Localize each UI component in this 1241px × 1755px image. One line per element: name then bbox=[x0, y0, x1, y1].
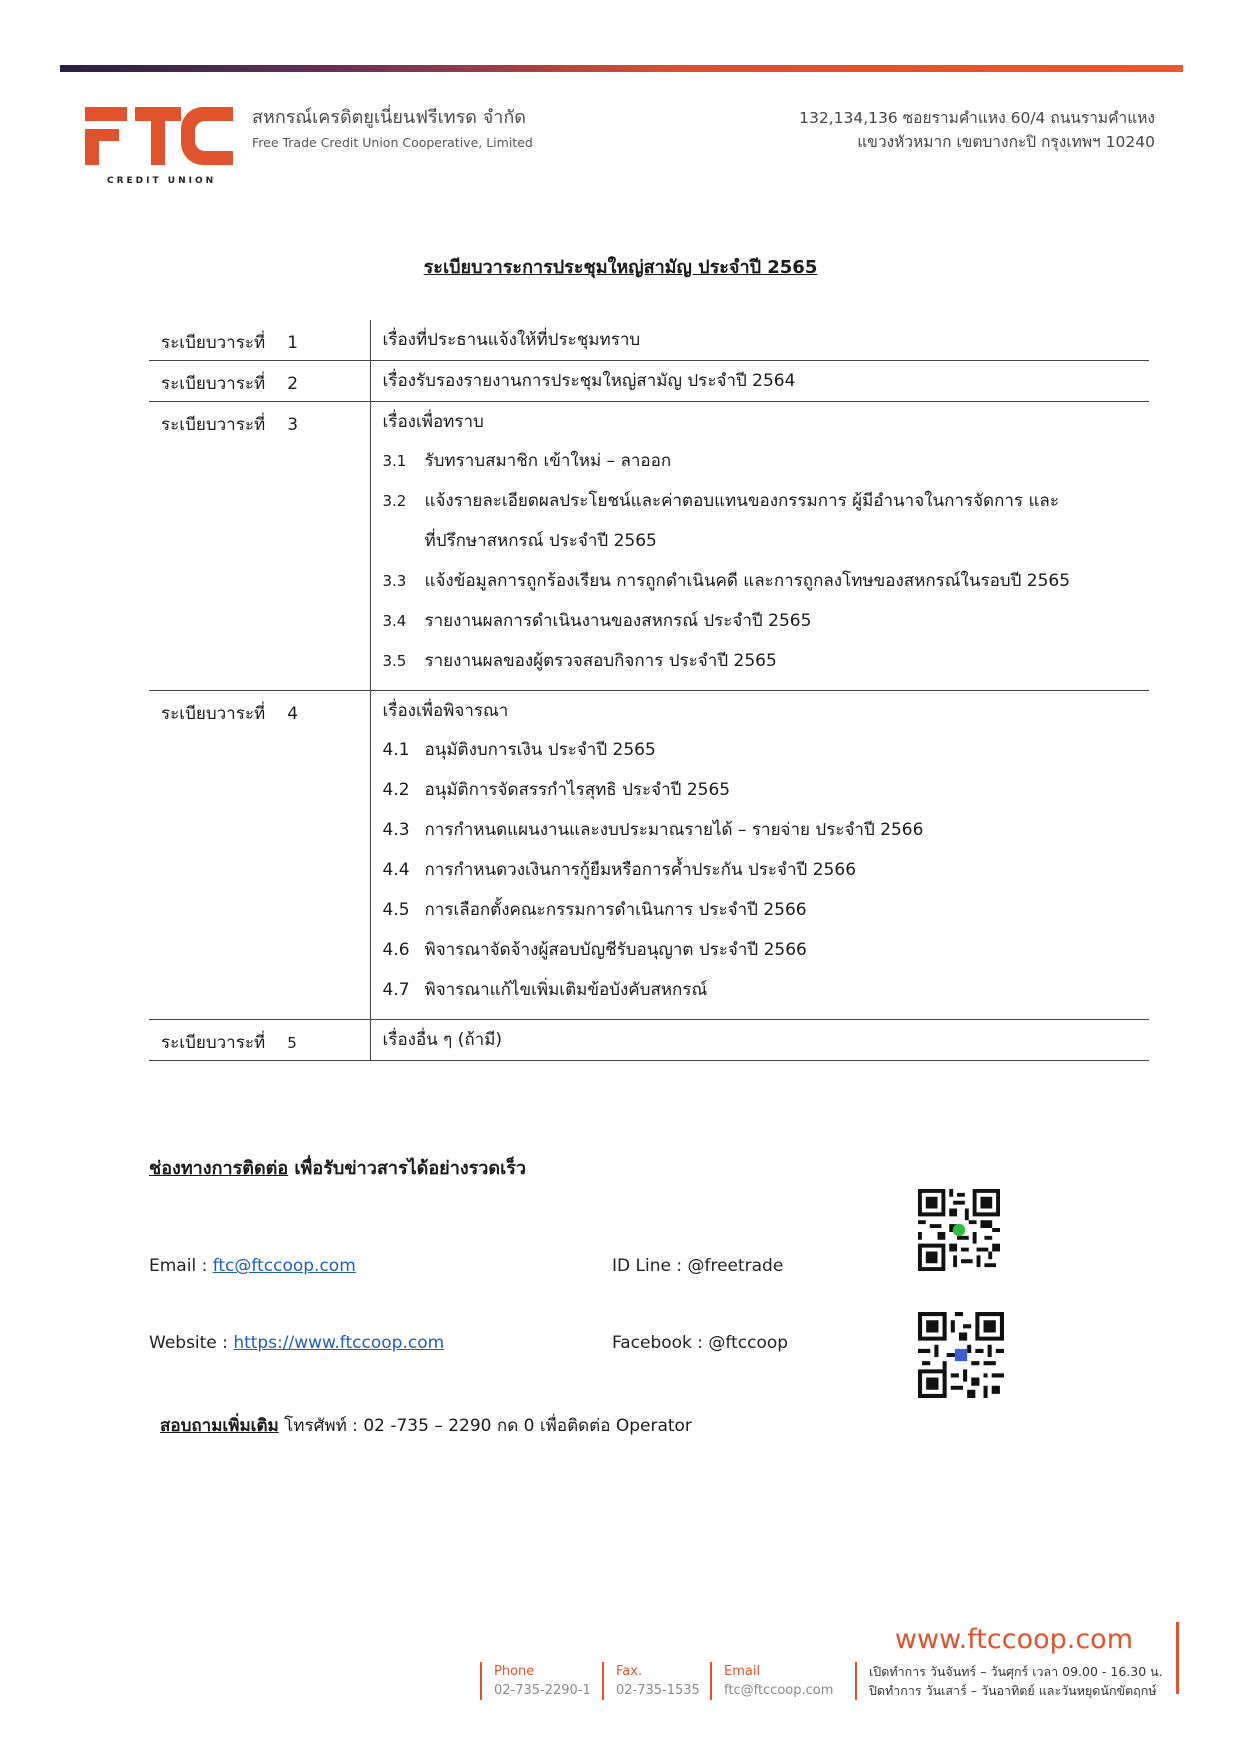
sub-item-text: การเลือกตั้งคณะกรรมการดำเนินการ ประจำปี 2566 bbox=[424, 900, 807, 920]
agenda-sub-item bbox=[383, 890, 1150, 930]
agenda-title: เรื่องเพื่อพิจารณา bbox=[382, 701, 509, 721]
agenda-title: เรื่องรับรองรายงานการประชุมใหญ่สามัญ ประจำปี 2564 bbox=[382, 371, 796, 391]
inquiry-phone-text: โทรศัพท์ : 02 -735 – 2290 กด 0 เพื่อติดต่อ Operator bbox=[278, 1416, 692, 1436]
sub-item-number: 4.5 bbox=[382, 900, 410, 920]
sub-item-text-continued: ที่ปรึกษาสหกรณ์ ประจำปี 2565 bbox=[424, 531, 657, 551]
inquiry-label: สอบถามเพิ่มเติม bbox=[160, 1416, 279, 1436]
sub-item-text: พิจารณาจัดจ้างผู้สอบบัญชีรับอนุญาต ประจำปี 2566 bbox=[424, 940, 807, 960]
sub-item-number: 3.1 bbox=[382, 452, 407, 470]
phone-label: Phone bbox=[494, 1664, 535, 1679]
agenda-sub-item bbox=[383, 850, 1150, 890]
agenda-table bbox=[149, 320, 1149, 1061]
agenda-row bbox=[149, 691, 1149, 1020]
agenda-label: ระเบียบวาระที่ bbox=[161, 415, 266, 435]
ftc-logo bbox=[85, 107, 233, 187]
email-footer-label: Email bbox=[724, 1664, 761, 1679]
email-link[interactable]: ftc@ftccoop.com bbox=[212, 1256, 356, 1276]
agenda-title: เรื่องอื่น ๆ (ถ้ามี) bbox=[382, 1030, 503, 1050]
website-label: Website : bbox=[149, 1333, 234, 1353]
contact-heading bbox=[149, 1153, 526, 1182]
sub-item-number: 3.2 bbox=[382, 492, 407, 510]
agenda-label: ระเบียบวาระที่ bbox=[161, 704, 266, 724]
office-hours-open: เปิดทำการ วันจันทร์ – วันศุกร์ เวลา 09.00 - 16.30 น. bbox=[869, 1664, 1163, 1679]
footer-phone bbox=[480, 1662, 591, 1700]
agenda-sub-item bbox=[383, 810, 1150, 850]
sub-item-number: 3.4 bbox=[382, 612, 407, 630]
sub-item-text: การกำหนดวงเงินการกู้ยืมหรือการค้ำประกัน ประจำปี 2566 bbox=[424, 860, 857, 880]
agenda-number: 4 bbox=[287, 704, 299, 724]
sub-item-number: 4.7 bbox=[382, 980, 410, 1000]
sub-item-text: รายงานผลการดำเนินงานของสหกรณ์ ประจำปี 2565 bbox=[424, 611, 812, 631]
address bbox=[799, 106, 1155, 154]
footer-fax bbox=[602, 1662, 700, 1700]
header-gradient-bar bbox=[60, 65, 1183, 72]
footer-email bbox=[710, 1662, 833, 1700]
agenda-row bbox=[149, 1020, 1149, 1061]
document-title: ระเบียบวาระการประชุมใหญ่สามัญ ประจำปี 2565 bbox=[423, 257, 818, 278]
agenda-sub-item bbox=[383, 930, 1150, 970]
office-hours-closed: ปิดทำการ วันเสาร์ – วันอาทิตย์ และวันหยุดนักขัตฤกษ์ bbox=[869, 1683, 1157, 1698]
facebook-qr-code[interactable] bbox=[918, 1312, 1004, 1398]
sub-item-number: 4.4 bbox=[382, 860, 410, 880]
email-contact bbox=[149, 1256, 356, 1276]
sub-item-text: แจ้งข้อมูลการถูกร้องเรียน การถูกดำเนินคดี และการถูกลงโทษของสหกรณ์ในรอบปี 2565 bbox=[424, 571, 1071, 591]
agenda-number: 5 bbox=[287, 1034, 297, 1052]
contact-heading-rest: เพื่อรับข่าวสารได้อย่างรวดเร็ว bbox=[288, 1158, 526, 1179]
org-name-thai: สหกรณ์เครดิตยูเนี่ยนฟรีเทรด จำกัด bbox=[252, 107, 526, 128]
agenda-label: ระเบียบวาระที่ bbox=[161, 333, 266, 353]
agenda-title: เรื่องเพื่อทราบ bbox=[382, 412, 484, 432]
sub-item-number: 3.3 bbox=[382, 572, 407, 590]
agenda-sub-list bbox=[383, 441, 1150, 681]
agenda-label: ระเบียบวาระที่ bbox=[161, 374, 266, 394]
agenda-row bbox=[149, 361, 1149, 402]
sub-item-text: อนุมัติการจัดสรรกำไรสุทธิ ประจำปี 2565 bbox=[424, 780, 731, 800]
agenda-sub-item bbox=[383, 481, 1150, 561]
org-name-english: Free Trade Credit Union Cooperative, Limited bbox=[252, 135, 533, 150]
agenda-title: เรื่องที่ประธานแจ้งให้ที่ประชุมทราบ bbox=[382, 330, 641, 350]
fax-label: Fax. bbox=[616, 1664, 643, 1679]
contact-heading-underlined: ช่องทางการติดต่อ bbox=[149, 1158, 289, 1179]
sub-item-text: แจ้งรายละเอียดผลประโยชน์และค่าตอบแทนของกรรมการ ผู้มีอำนาจในการจัดการ และ bbox=[424, 491, 1059, 511]
fax-value: 02-735-1535 bbox=[616, 1683, 700, 1698]
facebook-id: Facebook : @ftccoop bbox=[612, 1333, 789, 1353]
sub-item-number: 4.3 bbox=[382, 820, 410, 840]
agenda-number: 2 bbox=[287, 374, 299, 394]
website-contact bbox=[149, 1333, 444, 1353]
line-id: ID Line : @freetrade bbox=[612, 1256, 784, 1276]
agenda-row bbox=[149, 402, 1149, 691]
email-label: Email : bbox=[149, 1256, 213, 1276]
agenda-label: ระเบียบวาระที่ bbox=[161, 1033, 266, 1053]
agenda-sub-item bbox=[383, 601, 1150, 641]
agenda-sub-item bbox=[383, 730, 1150, 770]
sub-item-number: 3.5 bbox=[382, 652, 407, 670]
agenda-number: 1 bbox=[287, 333, 299, 353]
website-link[interactable]: https://www.ftccoop.com bbox=[233, 1333, 445, 1353]
address-line-2: แขวงหัวหมาก เขตบางกะปิ กรุงเทพฯ 10240 bbox=[857, 133, 1155, 151]
footer-accent-line bbox=[1176, 1622, 1179, 1694]
sub-item-number: 4.6 bbox=[382, 940, 410, 960]
phone-value: 02-735-2290-1 bbox=[494, 1683, 591, 1698]
agenda-sub-item bbox=[383, 441, 1150, 481]
logo-subtitle: CREDIT UNION bbox=[107, 176, 217, 186]
sub-item-number: 4.1 bbox=[382, 740, 410, 760]
address-line-1: 132,134,136 ซอยรามคำแหง 60/4 ถนนรามคำแหง bbox=[799, 109, 1155, 127]
sub-item-text: รายงานผลของผู้ตรวจสอบกิจการ ประจำปี 2565 bbox=[424, 651, 777, 671]
agenda-number: 3 bbox=[287, 415, 299, 435]
line-app-icon bbox=[953, 1224, 965, 1236]
agenda-sub-item bbox=[383, 970, 1150, 1010]
agenda-sub-list bbox=[383, 730, 1150, 1010]
facebook-app-icon bbox=[955, 1349, 967, 1361]
inquiry-line bbox=[160, 1412, 692, 1439]
organization-name bbox=[252, 102, 533, 150]
line-qr-code[interactable] bbox=[918, 1189, 1000, 1271]
sub-item-text: พิจารณาแก้ไขเพิ่มเติมข้อบังคับสหกรณ์ bbox=[424, 980, 708, 1000]
agenda-sub-item bbox=[383, 641, 1150, 681]
sub-item-text: อนุมัติงบการเงิน ประจำปี 2565 bbox=[424, 740, 656, 760]
sub-item-text: รับทราบสมาชิก เข้าใหม่ – ลาออก bbox=[424, 451, 672, 471]
email-footer-value: ftc@ftccoop.com bbox=[724, 1683, 834, 1698]
agenda-sub-item bbox=[383, 770, 1150, 810]
sub-item-text: การกำหนดแผนงานและงบประมาณรายได้ – รายจ่าย ประจำปี 2566 bbox=[424, 820, 924, 840]
office-hours bbox=[855, 1662, 1163, 1700]
sub-item-number: 4.2 bbox=[382, 780, 410, 800]
agenda-row bbox=[149, 320, 1149, 361]
footer-website[interactable]: www.ftccoop.com bbox=[894, 1624, 1133, 1655]
agenda-sub-item bbox=[383, 561, 1150, 601]
